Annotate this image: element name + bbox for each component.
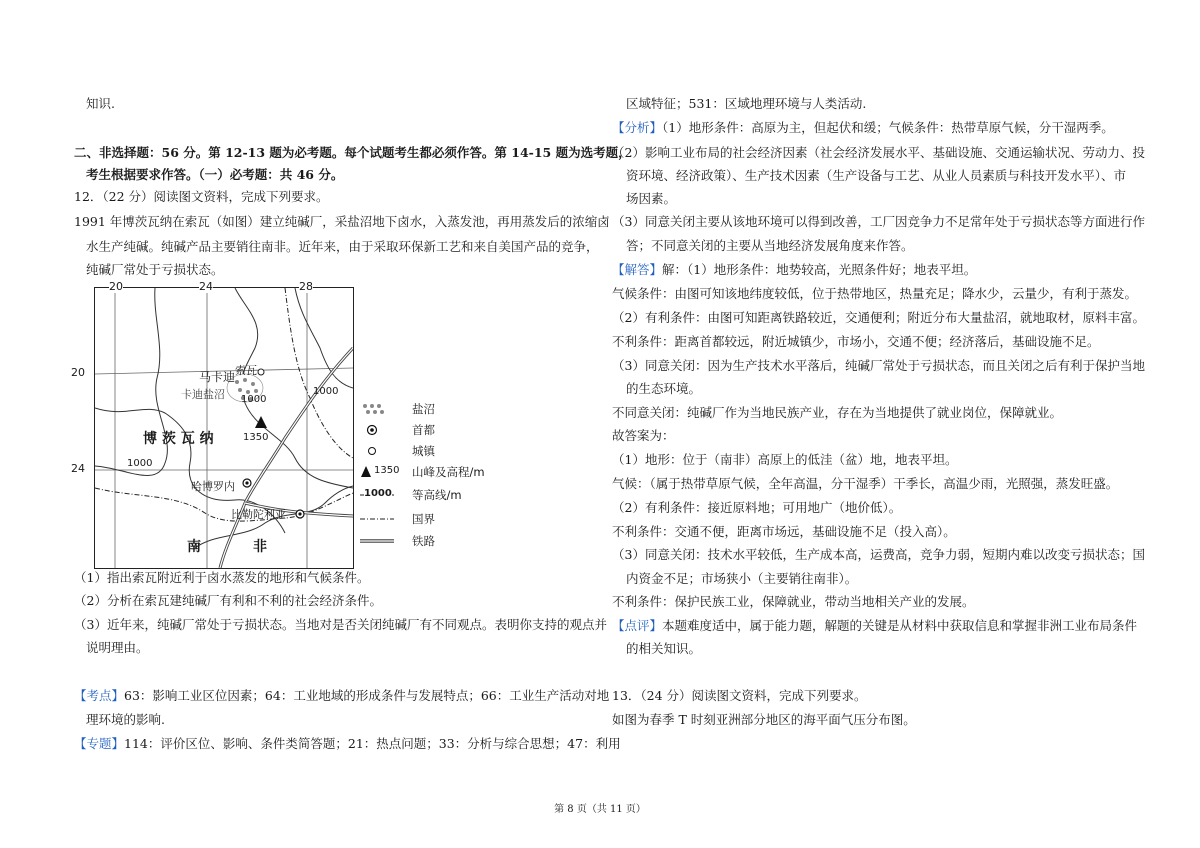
place-pretoria: 比勒陀利亚 <box>231 508 286 521</box>
text-line: 气候：（属于热带草原气候，全年高温，分干湿季）干季长，高温少雨，光照强，蒸发旺盛。 <box>612 476 1119 491</box>
kaodian-cont: 理环境的影响. <box>86 712 165 727</box>
sub-question-2: （2）分析在索瓦建纯碱厂有利和不利的社会经济条件。 <box>74 593 382 608</box>
jieda-tag: 【解答】 <box>612 262 663 277</box>
jieda-line <box>612 262 976 278</box>
capital-icon <box>360 421 394 439</box>
salt-marsh-icon <box>360 400 394 418</box>
map-figure <box>71 280 354 569</box>
page-footer: 第 8 页（共 11 页） <box>554 804 646 815</box>
sub-question-3: （3）近年来，纯碱厂常处于亏损状态。当地对是否关闭纯碱厂有不同观点。表明你支持的观点并 <box>74 617 607 632</box>
place-gaborone: 哈博罗内 <box>191 480 235 493</box>
border-line <box>285 288 353 458</box>
parallel-label: 20 <box>71 366 85 379</box>
text-line: （3）同意关闭：因为生产技术水平落后，纯碱厂常处于亏损状态，而且关闭之后有利于保护当地 <box>612 358 1145 373</box>
place-sua: 索瓦 <box>235 364 257 377</box>
legend-item <box>360 486 500 504</box>
text-line: 不利条件：保护民族工业，保障就业，带动当地相关产业的发展。 <box>612 594 975 609</box>
legend-item <box>360 532 500 550</box>
question-12-paragraph: 1991 年博茨瓦纳在索瓦（如图）建立纯碱厂，采盐沼地下卤水，入蒸发池，再用蒸发后的浓缩卤 <box>74 214 610 229</box>
dianping-tag: 【点评】 <box>612 618 663 633</box>
town-marker <box>258 369 264 375</box>
legend-contour-sample: 1000 <box>364 488 392 499</box>
sub-question-3-cont: 说明理由。 <box>86 640 149 655</box>
question-13-paragraph: 如图为春季 T 时刻亚洲部分地区的海平面气压分布图。 <box>612 712 916 727</box>
text-line: 气候条件：由图可知该地纬度较低，位于热带地区，热量充足；降水少，云量少，有利于蒸发。 <box>612 286 1138 301</box>
map-legend <box>360 396 500 556</box>
text-line: 知识. <box>86 96 115 111</box>
section-title: 二、非选择题：56 分。第 12-13 题为必考题。每个试题考生都必须作答。第 14-15 题为选考题， <box>74 145 631 160</box>
fenxi-tag: 【分析】 <box>612 120 663 135</box>
jieda-text: 解：（1）地形条件：地势较高，光照条件好；地表平坦。 <box>662 262 977 277</box>
meridian-label: 28 <box>299 280 313 293</box>
text-line: 内资金不足；市场狭小（主要销往南非）。 <box>626 571 858 586</box>
railway-icon <box>360 532 394 550</box>
text-line: （2）有利条件：由图可知距离铁路较近，交通便利；附近分布大量盐沼，就地取材，原料丰富。 <box>612 310 1145 325</box>
dianping-line <box>612 618 1137 634</box>
place-salt-marsh: 卡迪盐沼 <box>181 388 225 401</box>
country-botswana: 博 茨 瓦 纳 <box>143 431 214 447</box>
meridian-label: 20 <box>109 280 123 293</box>
legend-label: 盐沼 <box>412 402 435 416</box>
town-icon <box>360 442 394 460</box>
text-line: 不利条件：交通不便，距离市场远，基础设施不足（投入高）。 <box>612 524 956 539</box>
legend-peak-sample: 1350 <box>374 465 400 476</box>
map-graphic <box>95 288 353 568</box>
parallel-label: 24 <box>71 462 85 475</box>
contour-label: 1000 <box>313 386 339 397</box>
sub-question-1: （1）指出索瓦附近利于卤水蒸发的地形和气候条件。 <box>74 570 370 585</box>
question-12-head: 12．（22 分）阅读图文资料，完成下列要求。 <box>74 189 329 204</box>
kaodian-tag: 【考点】 <box>74 688 125 703</box>
legend-label: 城镇 <box>412 444 435 458</box>
peak-label: 1350 <box>243 432 269 443</box>
country-south: 南 <box>187 539 201 555</box>
fenxi-line <box>612 120 1114 136</box>
text-line: 区域特征；531：区域地理环境与人类活动. <box>626 96 867 111</box>
text-line: （3）同意关闭：技术水平较低，生产成本高，运费高，竞争力弱，短期内难以改变亏损状态；国 <box>612 547 1145 562</box>
legend-item <box>360 442 500 460</box>
text-line: （2）有利条件：接近原料地；可用地广（地价低）。 <box>612 500 902 515</box>
legend-label: 等高线/m <box>412 488 462 502</box>
border-icon <box>360 510 394 528</box>
legend-item <box>360 400 500 418</box>
legend-label: 铁路 <box>412 534 435 548</box>
text-line: 不利条件：距离首都较远，附近城镇少，市场小，交通不便；经济落后，基础设施不足。 <box>612 334 1100 349</box>
contour-label: 1000 <box>241 394 267 405</box>
text-line: 资环境、经济政策）、生产技术因素（生产设备与工艺、从业人员素质与科技开发水平）、市 <box>626 168 1127 183</box>
question-12-paragraph: 纯碱厂常处于亏损状态。 <box>86 262 224 277</box>
text-line: 的生态环境。 <box>626 381 702 396</box>
legend-label: 国界 <box>412 512 435 526</box>
section-title-cont: 考生根据要求作答。（一）必考题：共 46 分。 <box>86 167 344 182</box>
legend-item <box>360 421 500 439</box>
zhuanti-tag: 【专题】 <box>74 736 125 751</box>
text-line: 不同意关闭：纯碱厂作为当地民族产业，存在为当地提供了就业岗位，保障就业。 <box>612 405 1063 420</box>
legend-label: 山峰及高程/m <box>412 465 485 479</box>
country-africa: 非 <box>253 539 267 555</box>
text-line: （1）地形：位于（南非）高原上的低洼（盆）地，地表平坦。 <box>612 452 958 467</box>
place-makadi: 马卡迪 <box>199 370 236 384</box>
dianping-text: 本题难度适中，属于能力题，解题的关键是从材料中获取信息和掌握非洲工业布局条件 <box>662 618 1138 633</box>
legend-item <box>360 463 500 481</box>
peak-marker <box>255 416 267 428</box>
text-line: （2）影响工业布局的社会经济因素（社会经济发展水平、基础设施、交通运输状况、劳动力、投 <box>612 145 1145 160</box>
text-line: （3）同意关闭主要从该地环境可以得到改善，工厂因竞争力不足常年处于亏损状态等方面进行作 <box>612 214 1145 229</box>
text-line: 场因素。 <box>626 191 677 206</box>
legend-item <box>360 510 500 528</box>
question-13-head: 13．（24 分）阅读图文资料，完成下列要求。 <box>612 688 867 703</box>
legend-label: 首都 <box>412 423 435 437</box>
contour-line <box>295 288 353 388</box>
kaodian-line <box>74 688 609 704</box>
meridian-label: 24 <box>199 280 213 293</box>
text-line: 的相关知识。 <box>626 641 702 656</box>
contour-label: 1000 <box>127 458 153 469</box>
text-line: 答；不同意关闭的主要从当地经济发展角度来作答。 <box>626 238 914 253</box>
text-line: 故答案为： <box>612 428 675 443</box>
zhuanti-line <box>74 736 621 752</box>
kaodian-text: 63：影响工业区位因素；64：工业地域的形成条件与发展特点；66：工业生产活动对地 <box>124 688 610 703</box>
zhuanti-text: 114：评价区位、影响、条件类简答题；21：热点问题；33：分析与综合思想；47：利用 <box>124 736 621 751</box>
fenxi-text: （1）地形条件：高原为主，但起伏和缓；气候条件：热带草原气候，分干湿两季。 <box>662 120 1114 135</box>
question-12-paragraph: 水生产纯碱。纯碱产品主要销往南非。近年来，由于采取环保新工艺和来自美国产品的竞争， <box>86 239 599 254</box>
